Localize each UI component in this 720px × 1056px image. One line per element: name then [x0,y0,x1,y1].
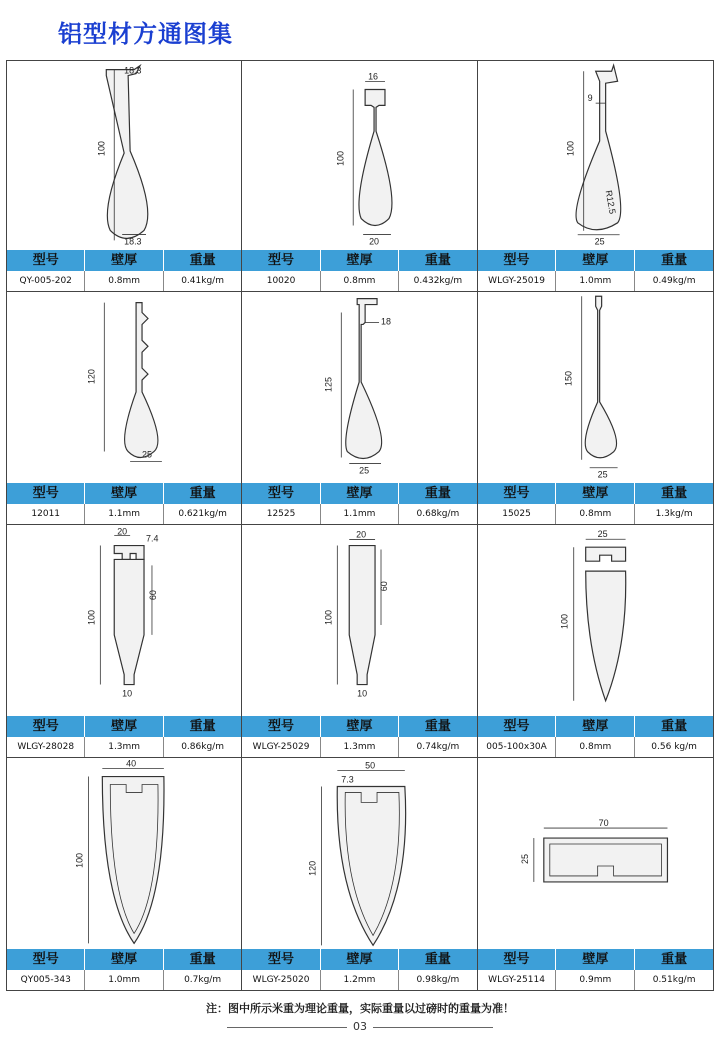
spec-header [7,483,241,504]
spec-values [242,271,476,291]
product-cell [242,758,477,990]
wall-value: 0.8mm [321,271,399,291]
spec-values [478,970,713,990]
svg-text:R12.5: R12.5 [603,189,618,215]
weight-header: 重量 [424,253,451,268]
svg-text:18.3: 18.3 [124,65,142,76]
spec-header [7,250,241,271]
product-cell [478,758,713,990]
weight-value: 0.432kg/m [413,276,463,286]
svg-text:100: 100 [86,610,97,625]
wall-value: 1.0mm [85,970,163,990]
model-value: 005-100x30A [478,737,557,757]
weight-header: 重量 [189,952,216,967]
weight-header: 重量 [189,719,216,734]
wall-header: 壁厚 [556,483,635,504]
svg-text:20: 20 [117,526,128,537]
profile-drawing [478,61,713,250]
svg-text:40: 40 [126,758,137,769]
product-cell [478,525,713,757]
wall-header: 壁厚 [556,949,635,970]
profile-drawing [242,61,476,250]
grid-row [7,61,713,292]
spec-header [478,716,713,737]
model-value: QY-005-202 [7,271,85,291]
product-cell [478,292,713,524]
weight-note: 注：图中所示米重为理论重量，实际重量以过磅时的重量为准！ [206,1002,514,1015]
product-cell [242,292,477,524]
wall-header: 壁厚 [556,250,635,271]
model-header: 型号 [7,250,85,271]
wall-value: 0.8mm [556,504,635,524]
wall-header: 壁厚 [321,716,399,737]
model-header: 型号 [242,949,320,970]
wall-header: 壁厚 [85,250,163,271]
model-value: 15025 [478,504,557,524]
spec-values [7,970,241,990]
wall-header: 壁厚 [85,949,163,970]
svg-text:20: 20 [369,236,380,247]
wall-value: 0.9mm [556,970,635,990]
weight-value: 0.86kg/m [181,742,224,752]
product-cell [7,525,242,757]
svg-text:100: 100 [565,141,576,156]
svg-text:100: 100 [335,151,346,166]
profile-drawing [7,61,241,250]
model-value: 12525 [242,504,320,524]
svg-text:120: 120 [307,860,318,876]
model-header: 型号 [242,483,320,504]
svg-text:25: 25 [597,469,608,480]
svg-text:10: 10 [357,688,368,699]
profile-drawing [242,758,476,949]
spec-values [478,271,713,291]
footer-divider [373,1027,493,1028]
wall-value: 0.8mm [556,737,635,757]
spec-header [7,716,241,737]
page-footer [0,1020,720,1033]
spec-header [242,716,476,737]
spec-header [242,250,476,271]
grid-row [7,525,713,758]
svg-text:100: 100 [559,614,570,629]
weight-header: 重量 [424,952,451,967]
svg-text:150: 150 [563,371,574,387]
page-title: 铝型材方通图集 [58,20,233,48]
model-header: 型号 [478,716,557,737]
svg-text:25: 25 [519,853,530,864]
weight-value: 0.41kg/m [181,276,224,286]
svg-text:7.4: 7.4 [146,533,159,544]
spec-values [242,737,476,757]
model-header: 型号 [478,949,557,970]
spec-values [7,271,241,291]
profile-drawing [7,758,241,949]
model-value: WLGY-25020 [242,970,320,990]
profile-drawing [478,758,713,949]
wall-header: 壁厚 [321,949,399,970]
spec-header [242,949,476,970]
product-cell [7,758,242,990]
wall-value: 1.2mm [321,970,399,990]
svg-text:16: 16 [368,71,379,82]
profile-grid [6,60,714,991]
svg-text:120: 120 [86,369,97,385]
page-number: 03 [353,1020,367,1033]
footer-divider [227,1027,347,1028]
svg-text:50: 50 [365,760,376,771]
wall-value: 1.1mm [321,504,399,524]
spec-values [7,504,241,524]
svg-text:18: 18 [381,316,392,327]
profile-drawing [7,292,241,483]
wall-header: 壁厚 [321,250,399,271]
product-cell [242,525,477,757]
spec-header [478,949,713,970]
wall-header: 壁厚 [85,483,163,504]
weight-value: 1.3kg/m [655,509,693,519]
svg-text:7.3: 7.3 [341,774,355,785]
svg-text:125: 125 [323,377,334,392]
wall-header: 壁厚 [321,483,399,504]
product-cell [478,61,713,291]
wall-value: 1.0mm [556,271,635,291]
profile-drawing [478,525,713,716]
spec-values [7,737,241,757]
wall-header: 壁厚 [556,716,635,737]
svg-text:100: 100 [96,141,107,156]
model-header: 型号 [7,483,85,504]
svg-text:25: 25 [359,465,370,476]
weight-value: 0.51kg/m [652,975,696,985]
svg-text:100: 100 [74,853,85,868]
spec-header [242,483,476,504]
model-header: 型号 [478,483,557,504]
weight-value: 0.7kg/m [184,975,222,985]
svg-text:10: 10 [122,688,133,699]
weight-value: 0.98kg/m [416,975,460,985]
product-cell [7,61,242,291]
spec-values [478,504,713,524]
svg-text:25: 25 [142,449,152,460]
weight-value: 0.68kg/m [416,509,460,519]
spec-values [242,970,476,990]
model-value: 10020 [242,271,320,291]
weight-value: 0.621kg/m [178,509,227,519]
weight-value: 0.56 kg/m [651,742,697,752]
weight-header: 重量 [661,486,688,501]
weight-header: 重量 [424,719,451,734]
model-value: WLGY-25114 [478,970,557,990]
model-value: WLGY-25029 [242,737,320,757]
svg-text:18.3: 18.3 [124,236,142,247]
profile-drawing [7,525,241,716]
weight-header: 重量 [661,253,688,268]
spec-values [242,504,476,524]
weight-header: 重量 [661,719,688,734]
model-header: 型号 [478,250,557,271]
profile-drawing [242,525,476,716]
weight-header: 重量 [189,486,216,501]
model-header: 型号 [7,949,85,970]
spec-values [478,737,713,757]
weight-value: 0.49kg/m [652,276,696,286]
model-value: 12011 [7,504,85,524]
svg-text:100: 100 [323,610,334,625]
wall-value: 1.3mm [85,737,163,757]
svg-text:20: 20 [356,529,367,540]
spec-header [7,949,241,970]
svg-text:25: 25 [594,236,605,247]
product-cell [7,292,242,524]
svg-text:60: 60 [147,590,158,601]
model-header: 型号 [7,716,85,737]
wall-value: 1.1mm [85,504,163,524]
weight-header: 重量 [424,486,451,501]
svg-text:9: 9 [587,93,593,104]
wall-value: 0.8mm [85,271,163,291]
wall-value: 1.3mm [321,737,399,757]
grid-row [7,292,713,525]
model-value: WLGY-28028 [7,737,85,757]
spec-header [478,483,713,504]
weight-value: 0.74kg/m [416,742,460,752]
model-header: 型号 [242,716,320,737]
product-cell [242,61,477,291]
spec-header [478,250,713,271]
model-header: 型号 [242,250,320,271]
profile-drawing [242,292,476,483]
model-value: QY005-343 [7,970,85,990]
svg-text:70: 70 [598,818,609,829]
profile-drawing [478,292,713,483]
svg-text:25: 25 [597,529,608,540]
svg-text:60: 60 [379,581,390,592]
model-value: WLGY-25019 [478,271,557,291]
grid-row [7,758,713,990]
weight-header: 重量 [189,253,216,268]
wall-header: 壁厚 [85,716,163,737]
weight-header: 重量 [661,952,688,967]
